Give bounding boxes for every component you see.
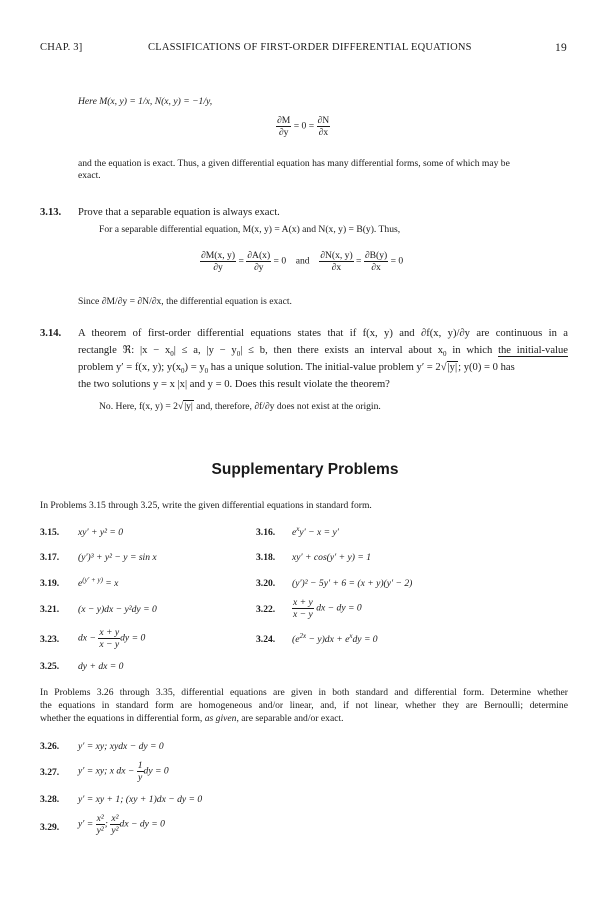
fraction bbox=[292, 597, 314, 620]
equals-zero: = 0 = bbox=[293, 120, 315, 132]
text: whether the equations in differential form, bbox=[40, 713, 205, 724]
problem-3-13-number: 3.13. bbox=[40, 207, 62, 218]
problem-number: 3.25. bbox=[40, 661, 60, 672]
dM-dy-fraction bbox=[276, 115, 291, 138]
frac-num: ∂B(y) bbox=[364, 250, 388, 261]
text: (e bbox=[292, 634, 300, 645]
frac-den: ∂y bbox=[278, 127, 289, 138]
emphasis: as given bbox=[204, 713, 237, 724]
text: y′ = bbox=[78, 818, 96, 830]
problem-number: 3.24. bbox=[256, 634, 276, 645]
fraction bbox=[319, 250, 353, 273]
frac-den: y² bbox=[111, 825, 119, 836]
text: dy = 0 bbox=[120, 632, 146, 644]
problem-3-14-line-1: A theorem of first-order differential equations states that if f(x, y) and ∂f(x, y)/∂y are continuous in a bbox=[78, 328, 568, 339]
problem-number: 3.20. bbox=[256, 578, 276, 589]
dN-dx-fraction bbox=[317, 115, 331, 138]
intro-text: Here M(x, y) = 1/x, N(x, y) = −1/y, bbox=[78, 96, 213, 107]
problem-3-14-number: 3.14. bbox=[40, 328, 62, 339]
sqrt-radicand: |y| bbox=[447, 362, 458, 373]
intro-line bbox=[78, 96, 212, 109]
sqrt-symbol: √ bbox=[177, 401, 184, 412]
text: | ≤ a, |y − y bbox=[173, 345, 237, 356]
problem-number: 3.29. bbox=[40, 822, 60, 833]
subscript: 0 bbox=[170, 350, 174, 359]
problem-number: 3.21. bbox=[40, 604, 60, 615]
frac-num: ∂N(x, y) bbox=[320, 250, 353, 261]
sqrt-radicand: |y| bbox=[184, 401, 193, 412]
fraction bbox=[246, 250, 271, 273]
text: dx − dy = 0 bbox=[119, 818, 165, 830]
problem-equation bbox=[292, 524, 339, 538]
intro-equation bbox=[276, 115, 330, 138]
and-word: and bbox=[295, 255, 310, 267]
problem-number: 3.28. bbox=[40, 794, 60, 805]
text: dy = 0 bbox=[352, 634, 378, 645]
text: , are separable and/or exact. bbox=[236, 713, 344, 724]
intro-conclusion-1: and the equation is exact. Thus, a given differential equation has many differential forms, some of which may be bbox=[78, 158, 510, 169]
frac-num: ∂M bbox=[277, 115, 291, 126]
frac-den: y bbox=[138, 772, 143, 783]
problem-3-14-line-4: the two solutions y = x |x| and y = 0. Does this result violate the theorem? bbox=[78, 379, 390, 390]
frac-num: x + y bbox=[99, 627, 120, 638]
frac-num: x² bbox=[111, 813, 119, 824]
text: problem y′ = f(x, y); y(x bbox=[78, 362, 182, 373]
text: y′ − x = y′ bbox=[299, 527, 339, 538]
problem-number: 3.26. bbox=[40, 741, 60, 752]
text: No. Here, f(x, y) = 2 bbox=[99, 401, 178, 412]
frac-num: x² bbox=[96, 813, 104, 824]
problem-equation: xy′ + cos(y′ + y) = 1 bbox=[292, 552, 372, 563]
text: | ≤ b, then there exists an interval about x bbox=[240, 345, 444, 356]
text: e bbox=[78, 578, 83, 589]
frac-num: x + y bbox=[293, 597, 313, 608]
problem-3-13-equation: $\frac{\partial M(x, y)}{\partial y}$ = $\frac{\partial A(x)}{\partial y}$ = 0 and $\frac{\partial N(x, y)}{\partial x}$ = $\frac{\partial B(y)}{\partial x}$ = 0 bbox=[201, 250, 404, 273]
frac-den: ∂y bbox=[213, 262, 223, 273]
text: dx − dy = 0 bbox=[316, 602, 362, 614]
frac-den: ∂x bbox=[371, 262, 381, 273]
text: e bbox=[292, 527, 297, 538]
problem-number: 3.23. bbox=[40, 634, 60, 645]
fraction bbox=[110, 813, 119, 836]
running-title: CLASSIFICATIONS OF FIRST-ORDER DIFFERENTIAL EQUATIONS bbox=[148, 42, 472, 53]
frac-den: ∂y bbox=[253, 262, 264, 273]
intro-conclusion-2: exact. bbox=[78, 170, 101, 181]
text: has a unique solution. The initial-value problem y′ = 2 bbox=[208, 362, 441, 373]
problem-equation: y′ = xy; xydx − dy = 0 bbox=[78, 741, 164, 752]
frac-den: x − y bbox=[293, 609, 313, 620]
fraction bbox=[96, 813, 105, 836]
equals-zero: = 0 bbox=[273, 255, 287, 267]
text: ; bbox=[104, 818, 111, 830]
fraction bbox=[98, 627, 120, 650]
problem-number: 3.16. bbox=[256, 527, 276, 538]
problem-equation: (y′)² − 5y′ + 6 = (x + y)(y′ − 2) bbox=[292, 578, 413, 589]
frac-num: ∂M(x, y) bbox=[201, 250, 236, 261]
underlined-text: the initial-value bbox=[498, 345, 568, 356]
sqrt-symbol: √ bbox=[440, 362, 447, 373]
text: in which bbox=[446, 345, 499, 356]
subscript: 0 bbox=[204, 367, 209, 376]
superscript: x bbox=[296, 524, 300, 533]
instructions-2-line-1: In Problems 3.26 through 3.35, differential equations are given in both standard and differential form. Determine whether bbox=[40, 687, 568, 698]
subscript: 0 bbox=[236, 350, 241, 359]
problem-equation: dy + dx = 0 bbox=[78, 661, 124, 672]
frac-num: 1 bbox=[137, 760, 143, 771]
text: dx − bbox=[78, 632, 99, 644]
problem-equation bbox=[78, 575, 119, 589]
problem-number: 3.27. bbox=[40, 767, 60, 778]
frac-den: ∂x bbox=[331, 262, 342, 273]
problem-equation bbox=[78, 760, 169, 783]
problem-3-13-solution: For a separable differential equation, M(x, y) = A(x) and N(x, y) = B(y). Thus, bbox=[99, 224, 401, 235]
problem-equation bbox=[292, 631, 378, 645]
superscript: x bbox=[349, 631, 353, 640]
superscript: 2x bbox=[299, 631, 307, 640]
problem-number: 3.19. bbox=[40, 578, 60, 589]
chapter-label: CHAP. 3] bbox=[40, 42, 83, 53]
problem-number: 3.17. bbox=[40, 552, 60, 563]
frac-den: ∂x bbox=[318, 127, 329, 138]
problem-3-14-solution bbox=[99, 401, 381, 414]
problem-equation bbox=[78, 813, 165, 836]
instructions-1: In Problems 3.15 through 3.25, write the given differential equations in standard form. bbox=[40, 500, 372, 511]
problem-number: 3.22. bbox=[256, 604, 276, 615]
problem-3-14-line-2 bbox=[78, 344, 568, 358]
page-number: 19 bbox=[555, 42, 567, 54]
instructions-2-line-2: the equations in standard form are homogeneous and/or linear, and, if not linear, whether they are Bernoulli; determine bbox=[40, 700, 568, 711]
problem-3-14-line-3 bbox=[78, 361, 568, 375]
text: rectangle ℜ: |x − x bbox=[78, 345, 171, 356]
problem-3-13-statement: Prove that a separable equation is always exact. bbox=[78, 207, 280, 218]
text: ) = y bbox=[184, 362, 205, 373]
problem-equation bbox=[78, 627, 145, 650]
frac-num: ∂A(x) bbox=[247, 250, 271, 261]
problem-equation: xy′ + y² = 0 bbox=[78, 527, 124, 538]
problem-number: 3.18. bbox=[256, 552, 276, 563]
subscript: 0 bbox=[181, 367, 185, 376]
problem-equation: y′ = xy + 1; (xy + 1)dx − dy = 0 bbox=[78, 794, 203, 805]
problem-number: 3.15. bbox=[40, 527, 60, 538]
text: and, therefore, ∂f/∂y does not exist at the origin. bbox=[193, 401, 381, 412]
subscript: 0 bbox=[443, 350, 447, 359]
fraction bbox=[200, 250, 236, 273]
text: ; y(0) = 0 has bbox=[458, 362, 515, 373]
instructions-2-line-3 bbox=[40, 713, 344, 726]
frac-den: x − y bbox=[99, 639, 120, 650]
fraction bbox=[364, 250, 388, 273]
equals-zero: = 0 bbox=[390, 255, 404, 267]
problem-equation bbox=[292, 597, 362, 620]
problem-equation: (y′)³ + y² − y = sin x bbox=[78, 552, 157, 563]
problem-equation: (x − y)dx − y²dy = 0 bbox=[78, 604, 157, 615]
text: − y)dx + e bbox=[306, 634, 350, 645]
text: dy = 0 bbox=[143, 765, 169, 777]
text: = x bbox=[102, 578, 119, 589]
problem-3-13-since: Since ∂M/∂y = ∂N/∂x, the differential equation is exact. bbox=[78, 296, 292, 307]
frac-num: ∂N bbox=[317, 115, 330, 126]
fraction bbox=[137, 760, 144, 783]
section-title: Supplementary Problems bbox=[211, 461, 399, 478]
text: y′ = xy; x dx − bbox=[78, 765, 137, 777]
frac-den: y² bbox=[96, 825, 104, 836]
superscript: (y′ + y) bbox=[82, 575, 103, 584]
